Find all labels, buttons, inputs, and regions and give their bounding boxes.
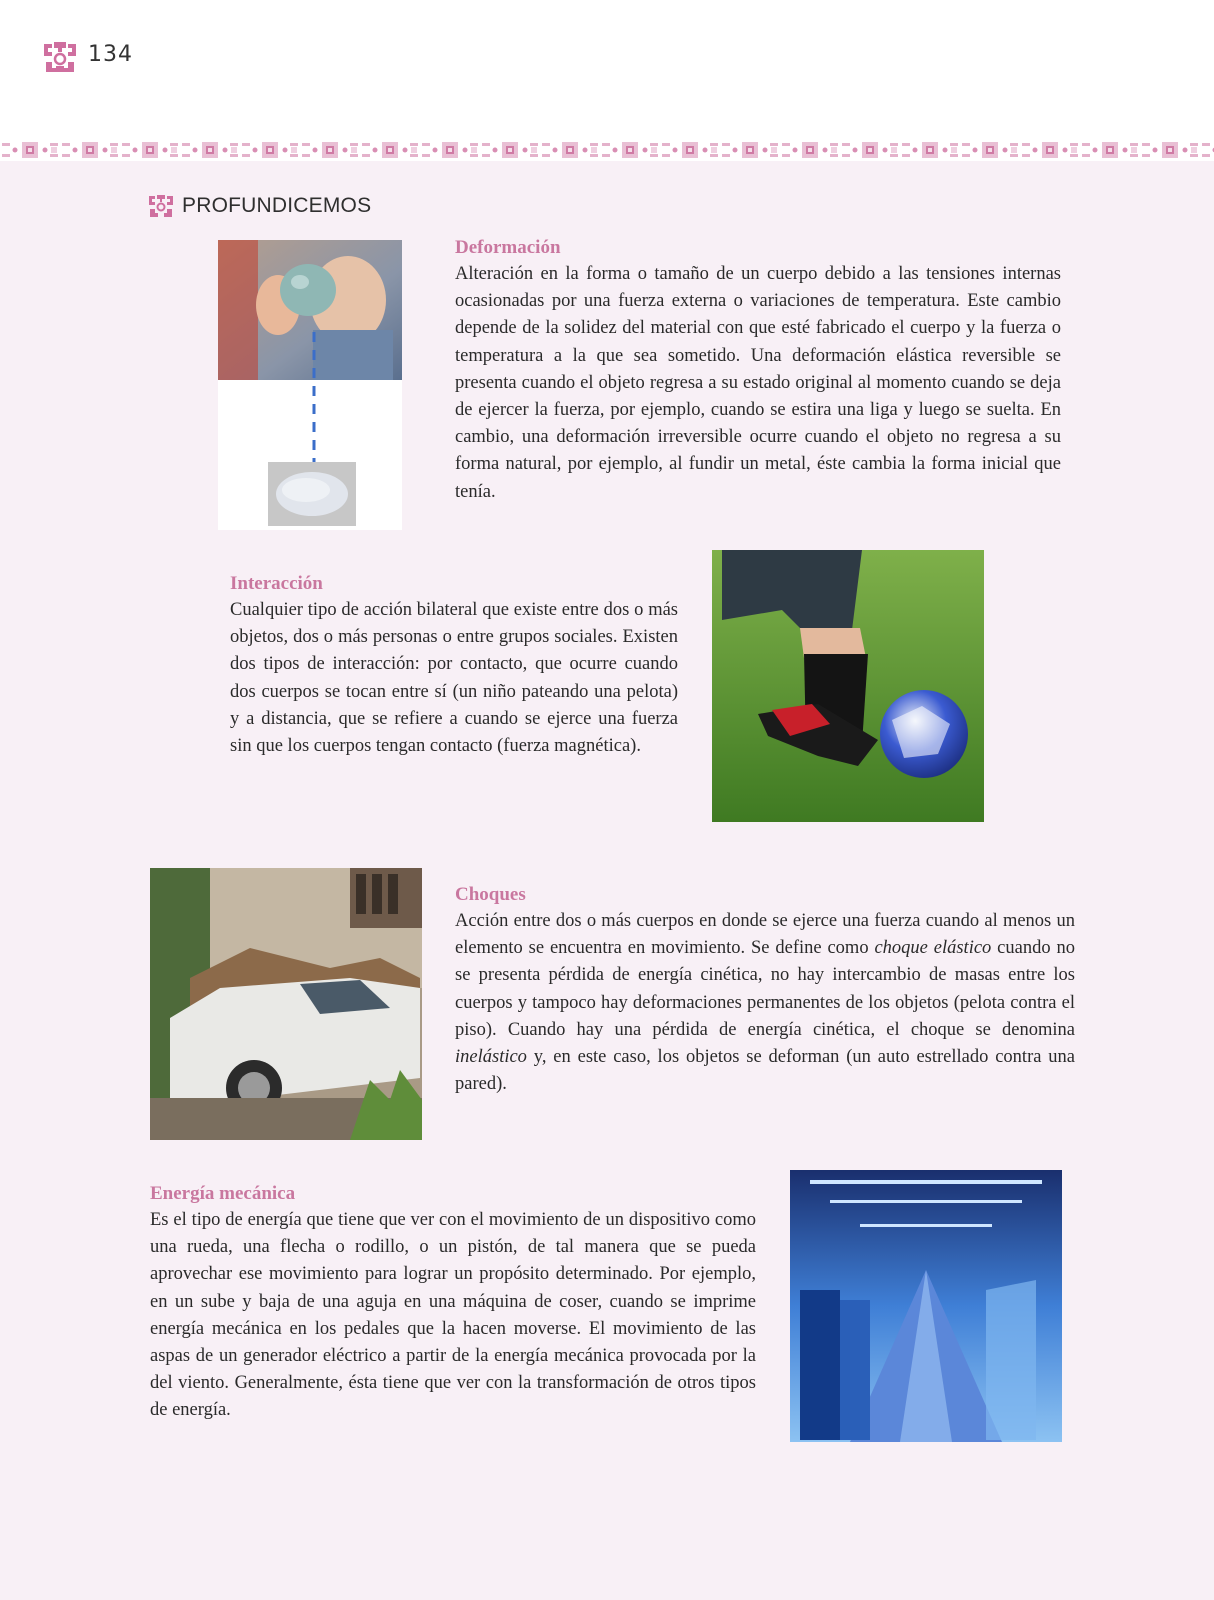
section-title: PROFUNDICEMOS <box>182 194 372 217</box>
body-part-italic: inelástico <box>455 1047 527 1068</box>
body-part: y, en este caso, los objetos se deforman (un auto estrellado contra una pared). <box>455 1047 1075 1095</box>
decorative-border <box>0 139 1214 161</box>
collision-image <box>150 868 422 1140</box>
entry-body: Alteración en la forma o tamaño de un cuerpo debido a las tensiones internas ocasionadas por una fuerza externa o variaciones de temperatura. Este cambio depende de la solidez del material con que esté fabricado el cuerpo y la fuerza o temperatura a la que sea sometido. Una deformación elástica reversible se presenta cuando el objeto regresa a su estado original al momento cuando se deja de ejercer la fuerza, por ejemplo, cuando se estira una liga y luego se suelta. En cambio, una deformación irreversible ocurre cuando el objeto no regresa a su forma natural, por ejemplo, al fundir un metal, éste cambia la forma inicial que tenía. <box>455 264 1061 502</box>
entry-term: Energía mecánica <box>150 1183 296 1204</box>
entry-interaccion <box>230 570 678 760</box>
body-part-italic: choque elástico <box>874 938 992 959</box>
interaction-image <box>712 550 984 822</box>
section-header <box>148 194 371 218</box>
entry-body: Es el tipo de energía que tiene que ver con el movimiento de un dispositivo como una rueda, una flecha o rodillo, o un pistón, de tal manera que se pueda aprovechar ese movimiento para lograr un propósito determinado. Por ejemplo, en un sube y baja de una aguja en una máquina de coser, cuando se imprime energía mecánica en los pedales que la hacen moverse. El movimiento de las aspas de un generador eléctrico a partir de la energía mecánica provocada por la del viento. Generalmente, ésta tiene que ver con la transformación de otros tipos de energía. <box>150 1210 756 1421</box>
aztec-glyph-icon <box>148 194 174 218</box>
entry-term: Interacción <box>230 573 323 594</box>
entry-term: Deformación <box>455 237 561 258</box>
mechanical-energy-image <box>790 1170 1062 1442</box>
entry-energia-mecanica <box>150 1180 756 1425</box>
page-number: 134 <box>88 42 133 67</box>
entry-body: Cualquier tipo de acción bilateral que existe entre dos o más objetos, dos o más personas o entre grupos sociales. Existen dos tipos de interacción: por contacto, que ocurre cuando dos cuerpos se tocan entre sí (un niño pateando una pelota) y a distancia, que se refiere a cuando se ejerce una fuerza sin que los cuerpos tengan contacto (fuerza magnética). <box>230 600 678 757</box>
deformation-image <box>218 240 402 530</box>
entry-choques <box>455 881 1075 1098</box>
body-part: Acción entre dos o más cuerpos en donde se ejerce una fuerza cuando al menos un elemento se encuentra en movimiento. Se define como <box>455 911 1075 959</box>
body-part: cuando no se presenta pérdida de energía cinética, no hay intercambio de masas entre los cuerpos y tampoco hay deformaciones permanentes de los objetos (pelota contra el piso). Cuando hay una pérdida de energía cinética, el choque se denomina <box>455 938 1075 1040</box>
entry-term: Choques <box>455 884 526 905</box>
page-top-margin <box>0 0 1214 150</box>
aztec-glyph-icon <box>42 40 78 74</box>
entry-deformacion <box>455 234 1061 506</box>
entry-body <box>455 908 1075 1098</box>
